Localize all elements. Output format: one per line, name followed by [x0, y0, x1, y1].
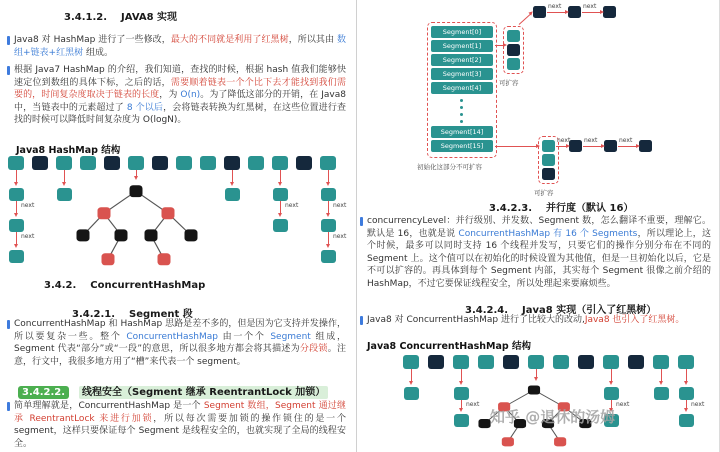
next-label: next [21, 202, 35, 209]
array-cell [104, 156, 120, 170]
next-label: next [333, 202, 347, 209]
red-down-arrow [661, 369, 662, 382]
text-run: ，所以其由 [288, 35, 337, 45]
segment-box: Segment[1] [431, 40, 493, 52]
text-run: 由一个个 [217, 331, 271, 342]
text-run: 需要顺着链表一个个比下去才能找到我们需要的，时间复杂度取决于链表的长度 [14, 77, 346, 100]
paragraph-java8-intro [14, 34, 346, 59]
array-cell [128, 156, 144, 170]
heading-title: ConcurrentHashMap [90, 280, 206, 291]
text-run: 根据 Java7 HashMap 的介绍，我们知道，查找的时候，根据 hash 值我们能够快速定位到数组的具体下标，之后的话， [14, 65, 346, 88]
paragraph-thread-safety [14, 400, 346, 450]
segment-box: Segment[0] [431, 26, 493, 38]
text-run: concurrencyLevel：并行级别、并发数、Segment 数，怎么翻译不重要，理解它。默认是 16，也就是说 [367, 216, 711, 239]
red-down-arrow [686, 400, 687, 409]
array-cell [200, 156, 216, 170]
red-arrow [495, 146, 537, 147]
diagram-title: Java8 HashMap 结构 [16, 145, 121, 156]
expandable-label: 可扩容 [534, 189, 554, 197]
heading-concurrency-level [489, 199, 633, 214]
array-cell [453, 355, 469, 369]
list-node [225, 188, 240, 201]
text-run: ，所以每次需要加锁的操作锁住的是一个 segment，这样只要保证每个 Segment 是线程安全的，也就实现了全局的线程安全。 [14, 413, 346, 449]
list-node [321, 250, 336, 263]
text-run: Java8 对 HashMap 进行了一些修改， [14, 35, 171, 45]
red-arrow [556, 146, 567, 147]
red-arrow [618, 146, 637, 147]
list-node [321, 188, 336, 201]
tree-node-black [77, 229, 90, 241]
paragraph-lookup-complexity [14, 64, 346, 127]
heading-title: JAVA8 实现 [121, 12, 178, 23]
red-down-arrow [16, 201, 17, 214]
array-cell [678, 355, 694, 369]
tree-node-red [162, 207, 175, 219]
red-down-arrow [328, 201, 329, 214]
text-run: Java8 也引入了红黑树。 [584, 315, 685, 325]
array-cell [80, 156, 96, 170]
text-run: Java8 对 ConcurrentHashMap 进行了比较大的改动, [367, 315, 585, 325]
array-cell [528, 355, 544, 369]
red-arrow [583, 146, 602, 147]
array-cell [152, 156, 168, 170]
tree-node-black [478, 419, 490, 428]
heading-title: Java8 实现（引入了红黑树） [522, 305, 657, 316]
red-down-arrow [328, 170, 329, 183]
segment-box: Segment[2] [431, 54, 493, 66]
heading-number: 3.4.2.3. [489, 203, 533, 214]
diagram-title: Java8 ConcurrentHashMap 结构 [367, 341, 531, 352]
array-cell [272, 156, 288, 170]
list-node [533, 6, 546, 18]
next-label: next [21, 233, 35, 240]
array-cell [603, 355, 619, 369]
paragraph-java8-chm [367, 314, 711, 326]
array-cell [578, 355, 594, 369]
text-run: ，所以理论上，这个时候，最多可以同时支持 16 个线程并发写，只要它们的操作分别分布在不同的 Segment 上。这个值可以在初始化的时候设置为其他值，但是一旦初始化以后，它是不可以扩容的。再具体到每个 Segment 内部，其实每个 Segment 很像之前介绍的 HashMap，不过它要保证线程安全，所以处理起来要麻烦些。 [367, 228, 711, 289]
red-down-arrow [461, 400, 462, 409]
text-run: 。为了降低这部分的开销，在 Java8 中，当链表中的元素超过了 [14, 90, 346, 113]
text-run: 分段锁 [299, 344, 328, 354]
heading-number: 3.4.2.4. [465, 305, 509, 316]
list-node [679, 387, 694, 400]
java8-hashmap-structure-diagram [0, 142, 357, 276]
paragraph-concurrency-level [367, 215, 711, 290]
text-run: ConcurrentHashMap [126, 331, 218, 342]
array-cell [553, 355, 569, 369]
heading-concurrenthashmap [44, 280, 205, 291]
array-cell [56, 156, 72, 170]
text-run: Segment [270, 331, 311, 342]
next-label: next [583, 3, 597, 10]
list-node [9, 250, 24, 263]
text-run: 最大的不同就是利用了红黑树 [170, 35, 289, 45]
red-down-arrow [686, 369, 687, 382]
array-cell [478, 355, 494, 369]
red-arrow [519, 13, 532, 24]
text-run: 8 个以后 [126, 102, 164, 113]
next-label: next [691, 401, 705, 408]
array-cell [248, 156, 264, 170]
text-run: ，为 [159, 90, 181, 100]
expandable-border [503, 26, 524, 74]
text-run: 组成，Segment 代表“部分”或“一段”的意思，所以很多地方都会将其描述为 [14, 331, 346, 354]
red-arrow [582, 12, 601, 13]
red-down-arrow [611, 369, 612, 382]
next-label: next [557, 137, 571, 144]
heading-number: 3.4.2.2. [18, 386, 69, 399]
next-label: next [619, 137, 633, 144]
next-label: next [466, 401, 480, 408]
heading-title: 线程安全（Segment 继承 ReentrantLock 加锁） [79, 386, 328, 399]
segment-array-border [427, 22, 497, 158]
array-cell [8, 156, 24, 170]
text-run: Segment 数组，Segment 通过继承 ReentrantLock 来进行加锁 [14, 401, 346, 424]
heading-title: Segment 段 [129, 309, 193, 320]
red-down-arrow [136, 170, 137, 177]
tree-node-red [98, 207, 111, 219]
next-label: next [333, 233, 347, 240]
text-run: ConcurrentHashMap 和 HashMap 思路是差不多的，但是因为它支持并发操作，所以要复杂一些。整个 [14, 319, 346, 342]
text-run: O(n) [180, 90, 201, 100]
list-node [404, 387, 419, 400]
segment-array-diagram [357, 0, 719, 196]
list-node [654, 387, 669, 400]
list-node [604, 387, 619, 400]
tree-node-red [554, 437, 566, 446]
red-down-arrow [461, 369, 462, 382]
list-node [273, 188, 288, 201]
heading-number: 3.4.1.2. [64, 12, 108, 23]
page-left [0, 0, 357, 452]
text-run: 简单理解就是，ConcurrentHashMap 是一个 [14, 401, 204, 411]
array-cell [503, 355, 519, 369]
tree-node-red [158, 253, 171, 265]
text-run: 组成。 [83, 47, 113, 58]
red-down-arrow [536, 369, 537, 378]
text-run: 数组+链表+红黑树 [14, 35, 346, 58]
watermark: 知乎 @退休的汤姆 [490, 408, 616, 426]
fixed-capacity-label: 初始化这部分不可扩容 [417, 163, 482, 171]
heading-thread-safety [18, 383, 328, 398]
tree-node-black [145, 229, 158, 241]
array-cell [428, 355, 444, 369]
red-down-arrow [16, 232, 17, 245]
next-label: next [548, 3, 562, 10]
list-node [273, 219, 288, 232]
tree-node-black [130, 185, 143, 197]
red-down-arrow [280, 201, 281, 214]
red-down-arrow [232, 170, 233, 183]
tree-node-black [185, 229, 198, 241]
list-node [321, 219, 336, 232]
segment-box: Segment[14] [431, 126, 493, 138]
array-cell [32, 156, 48, 170]
red-arrow [495, 45, 504, 46]
array-cell [296, 156, 312, 170]
list-node [9, 188, 24, 201]
heading-java8-impl [64, 8, 177, 23]
text-run: ConcurrentHashMap 有 16 个 Segments [458, 228, 638, 239]
heading-number: 3.4.2. [44, 280, 77, 291]
segment-box: Segment[15] [431, 140, 493, 152]
tree-node-red [102, 253, 115, 265]
segment-box: Segment[3] [431, 68, 493, 80]
java8-chm-structure-diagram [357, 349, 719, 452]
red-down-arrow [280, 170, 281, 183]
red-arrow [547, 12, 566, 13]
tree-node-red [502, 437, 514, 446]
text-run: 。注意，行文中，我很多地方用了“槽”来代表一个 segment。 [14, 344, 346, 367]
next-label: next [584, 137, 598, 144]
next-label: next [616, 401, 630, 408]
red-black-tree [61, 182, 211, 274]
red-down-arrow [16, 170, 17, 183]
heading-title: 并行度（默认 16） [546, 203, 634, 214]
tree-node-black [115, 229, 128, 241]
array-cell [628, 355, 644, 369]
paragraph-segment-desc [14, 318, 346, 368]
array-cell [653, 355, 669, 369]
list-node [9, 219, 24, 232]
segment-box: Segment[4] [431, 82, 493, 94]
array-cell [320, 156, 336, 170]
array-cell [176, 156, 192, 170]
heading-number: 3.4.2.1. [72, 309, 116, 320]
red-down-arrow [328, 232, 329, 245]
list-node [679, 414, 694, 427]
array-cell [403, 355, 419, 369]
expandable-label: 可扩容 [499, 79, 519, 87]
next-label: next [285, 202, 299, 209]
array-cell [224, 156, 240, 170]
red-down-arrow [411, 369, 412, 382]
tree-node-black [528, 385, 540, 394]
text-run: ，会将链表转换为红黑树，在这些位置进行查找的时候可以降低时间复杂度为 O(logN)。 [14, 102, 346, 125]
page-right [357, 0, 719, 452]
